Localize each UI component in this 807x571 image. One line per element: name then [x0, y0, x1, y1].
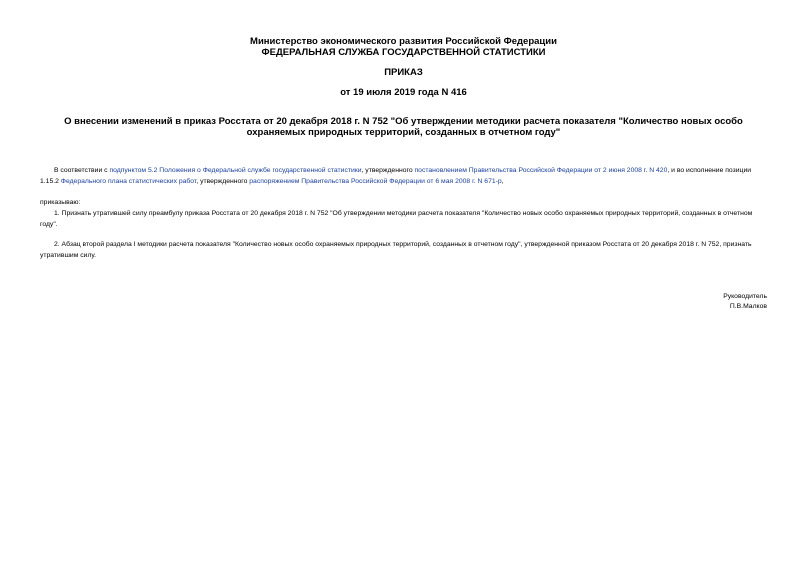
preamble-paragraph [40, 166, 768, 187]
order-item-1: 1. Признать утратившей силу преамбулу приказа Росстата от 20 декабря 2018 г. N 752 "Об утверждении методики расчета показателя "Количество новых особо охраняемых природных территорий, созданных в отчетном году". [40, 210, 753, 228]
preamble-text-3: , и во исполнение позиции 1.15.2 [40, 167, 752, 185]
link-government-resolution[interactable]: постановлением Правительства Российской Федерации от 2 июня 2008 г. N 420 [414, 167, 668, 174]
signature-name: П.В.Малков [729, 303, 767, 310]
service-name: ФЕДЕРАЛЬНАЯ СЛУЖБА ГОСУДАРСТВЕННОЙ СТАТИСТИКИ [261, 47, 546, 58]
preamble-text-5: , [501, 177, 504, 185]
document-date: от 19 июля 2019 года N 416 [340, 87, 467, 98]
order-item-2: 2. Абзац второй раздела I методики расчета показателя "Количество новых особо охраняемых природных территорий, созданных в отчетном году", утвержденной приказом Росстата от 20 декабря 2018 г. N 752, признать утратившим силу. [40, 241, 752, 259]
document-title: О внесении изменений в приказ Росстата от 20 декабря 2018 г. N 752 "Об утверждении методики расчета показателя "Количество новых особо охраняемых природных территорий, созданных в отчетном году" [64, 116, 743, 138]
link-regulation-subclause[interactable]: подпунктом 5.2 Положения о Федеральной службе государственной статистики [109, 167, 362, 174]
link-statistical-plan[interactable]: Федерального плана статистических работ [60, 177, 197, 185]
preamble-text-4: , утвержденного [196, 177, 250, 185]
document-type: ПРИКАЗ [384, 67, 423, 78]
link-government-order[interactable]: распоряжением Правительства Российской Федерации от 6 мая 2008 г. N 671-р [249, 177, 502, 185]
ordered-word: приказываю: [40, 199, 81, 206]
ministry-name: Министерство экономического развития Российской Федерации [250, 36, 557, 47]
signature-role: Руководитель [723, 293, 767, 300]
preamble-text-2: , утвержденного [361, 167, 415, 174]
preamble-text-1: В соответствии с [54, 167, 110, 174]
